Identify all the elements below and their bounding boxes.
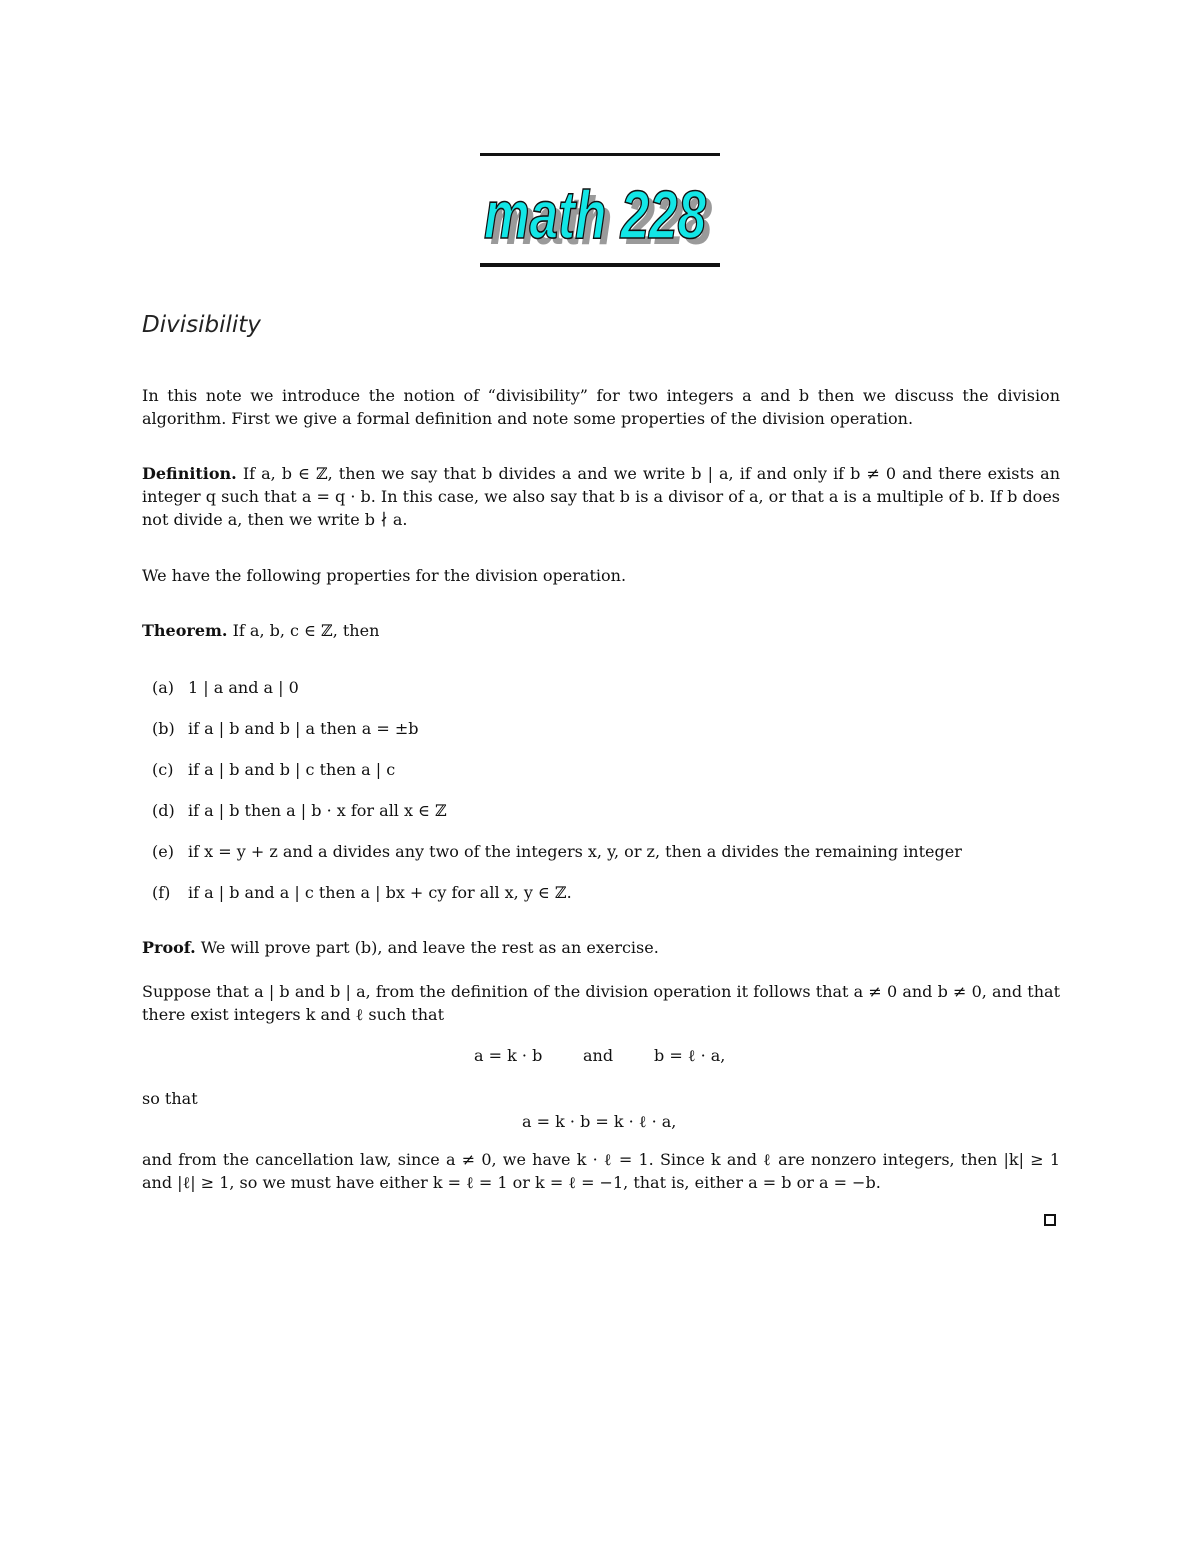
proof-text: We will prove part (b), and leave the rest as an exercise. (200, 938, 659, 957)
qed-square-icon (1044, 1214, 1056, 1226)
item-label: (c) (152, 760, 174, 779)
definition-label: Definition. (142, 464, 237, 483)
proof-intro (142, 936, 1060, 959)
item-label: (e) (152, 842, 174, 861)
theorem-item-e (152, 840, 962, 881)
theorem-item-c (152, 758, 962, 799)
logo-text-shadow: math 228 (490, 183, 713, 259)
item-label: (d) (152, 801, 175, 820)
item-text: if x = y + z and a divides any two of the integers x, y, or z, then a divides the remaining integer (188, 842, 962, 861)
item-text: if a | b and b | c then a | c (188, 760, 396, 779)
proof-paragraph-1: Suppose that a | b and b | a, from the definition of the division operation it follows that a ≠ 0 and b ≠ 0, and that there exist integers k and ℓ such that (142, 982, 1060, 1024)
proof-paragraph-2: and from the cancellation law, since a ≠ 0, we have k · ℓ = 1. Since k and ℓ are nonzero integers, then |k| ≥ 1 and |ℓ| ≥ 1, so we must have either k = ℓ = 1 or k = ℓ = −1, that is, either a = b or a = −b. (142, 1150, 1060, 1192)
intro-paragraph: In this note we introduce the notion of “divisibility” for two integers a and b then we discuss the division algorithm. First we give a formal definition and note some properties of the division operation. (142, 386, 1060, 428)
definition-text: If a, b ∈ ℤ, then we say that b divides a and we write b | a, if and only if b ≠ 0 and there exists an integer q such that a = q · b. In this case, we also say that b is a divisor of a, or that a is a multiple of b. If b does not divide a, then we write b ∤ a. (142, 464, 1061, 529)
item-text: if a | b then a | b · x for all x ∈ ℤ (188, 801, 447, 820)
logo-bottom-rule (480, 263, 720, 267)
logo-text: math 228 (484, 177, 707, 253)
item-text: 1 | a and a | 0 (188, 678, 299, 697)
item-text: if a | b and b | a then a = ±b (188, 719, 419, 738)
theorem-item-b (152, 717, 962, 758)
so-that-text: so that (142, 1089, 198, 1108)
properties-intro: We have the following properties for the division operation. (142, 566, 627, 585)
theorem-item-f (152, 881, 962, 922)
theorem-item-d (152, 799, 962, 840)
item-label: (b) (152, 719, 175, 738)
equation-1-left: a = k · b (474, 1046, 543, 1065)
item-text: if a | b and a | c then a | bx + cy for all x, y ∈ ℤ. (188, 883, 572, 902)
theorem-item-a (152, 676, 962, 717)
theorem-statement (142, 619, 1060, 642)
theorem-label: Theorem. (142, 621, 228, 640)
theorem-items (152, 676, 962, 922)
theorem-text: If a, b, c ∈ ℤ, then (232, 621, 380, 640)
proof-label: Proof. (142, 938, 196, 957)
definition-paragraph (142, 462, 1060, 531)
item-label: (a) (152, 678, 175, 697)
item-label: (f) (152, 883, 171, 902)
equation-2: a = k · b = k · ℓ · a, (522, 1112, 677, 1131)
equation-1-right: b = ℓ · a, (654, 1046, 726, 1065)
logo-top-rule (480, 153, 720, 156)
math-228-logo (478, 150, 724, 272)
page-title: Divisibility (142, 312, 261, 338)
equation-1-and: and (583, 1046, 614, 1065)
